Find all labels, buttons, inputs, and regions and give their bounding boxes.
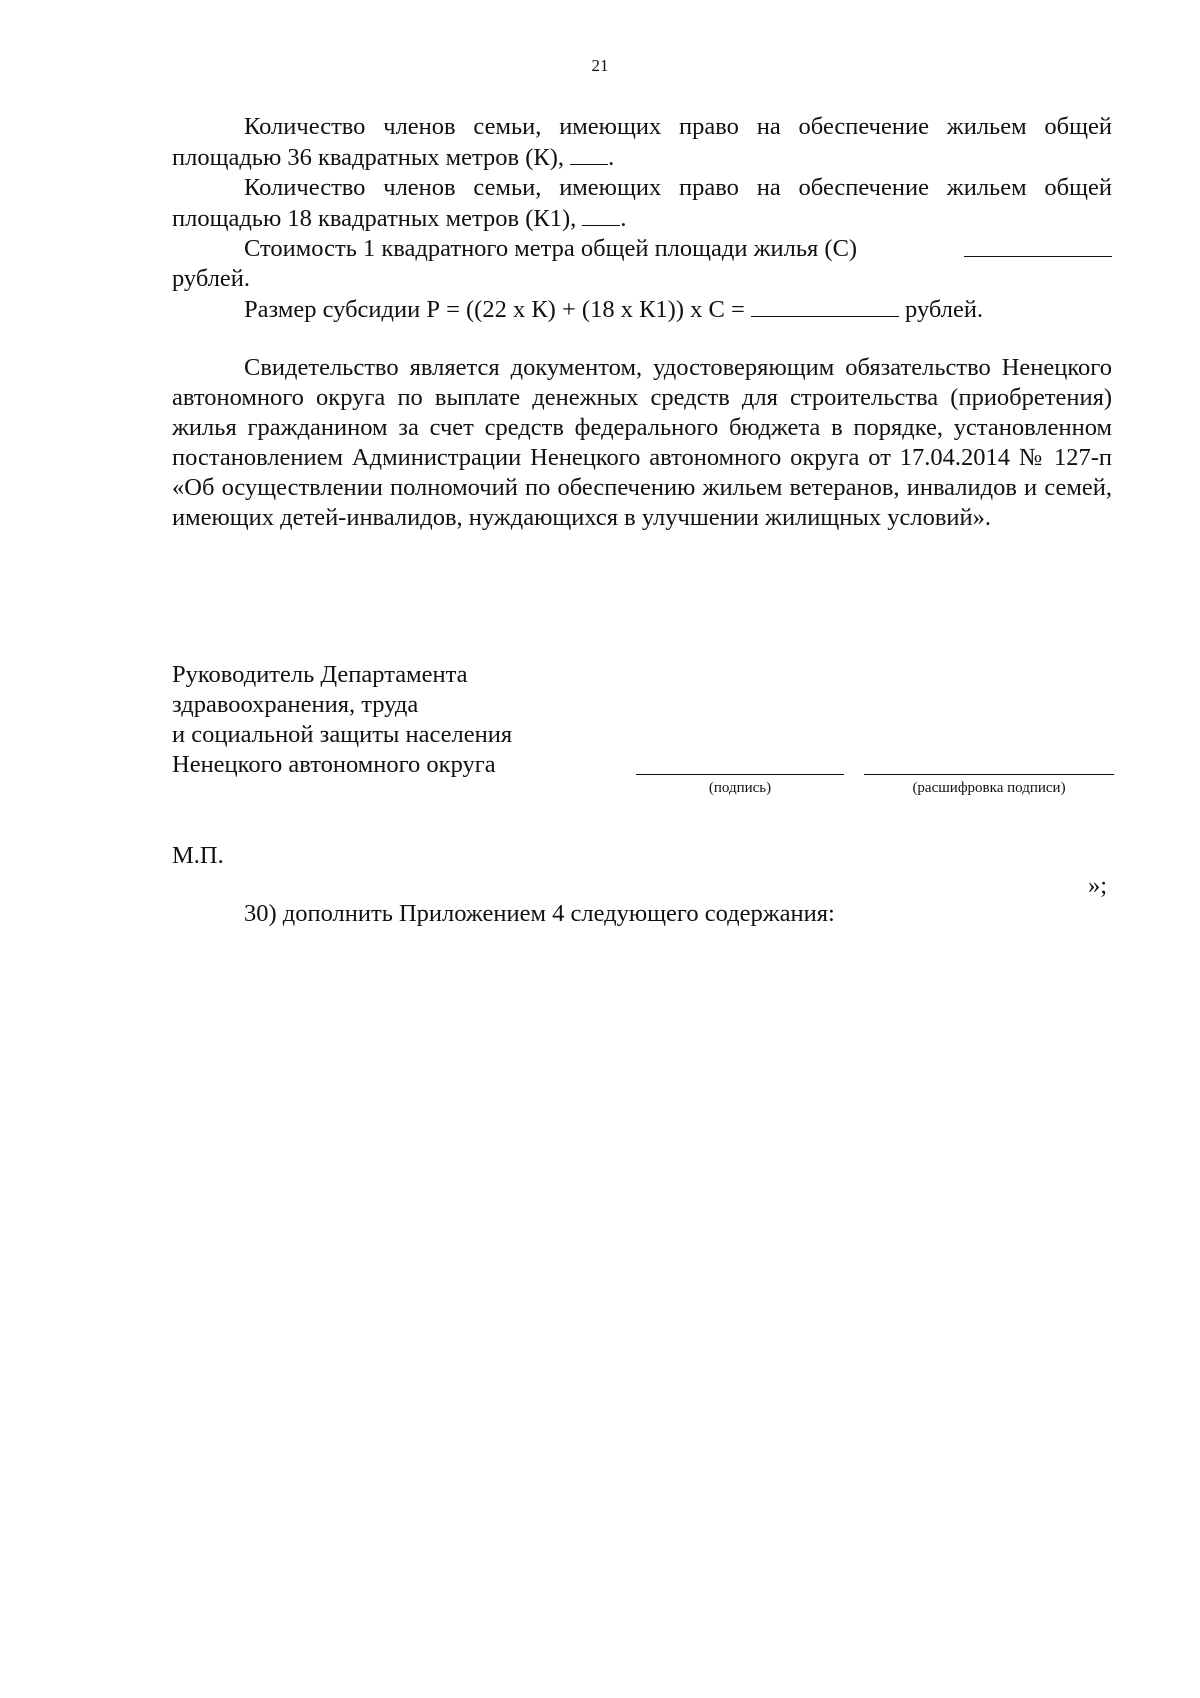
certificate-paragraph: Свидетельство является документом, удостоверяющим обязательство Ненецкого автономного округа по выплате денежных средств для строительства (приобретения) жилья гражданином за счет средств федерального бюджета в порядке, установленном постановлением Администрации Ненецкого автономного округа от 17.04.2014 № 127-п «Об осуществлении полномочий по обеспечению жильем ветеранов, инвалидов и семей, имеющих детей-инвалидов, нуждающихся в улучшении жилищных условий».	[172, 354, 1112, 531]
subsidy-paragraph	[172, 294, 1112, 325]
signatory-line3: и социальной защиты населения	[172, 721, 513, 748]
stamp-place: М.П.	[172, 842, 224, 869]
k-blank-field	[570, 142, 608, 165]
subsidy-blank-field	[751, 294, 899, 317]
signatory-line2: здравоохранения, труда	[172, 691, 419, 718]
signatory-line1: Руководитель Департамента	[172, 661, 468, 688]
page-number: 21	[591, 56, 609, 75]
k1-blank-field	[582, 203, 620, 226]
signature-decoding-line	[864, 774, 1114, 775]
k-paragraph-text: площадью 36 квадратных метров (К),	[172, 144, 565, 171]
cost-blank-field	[964, 234, 1112, 257]
k1-paragraph-text: площадью 18 квадратных метров (К1),	[172, 205, 577, 232]
signature-line	[636, 774, 844, 775]
item-30-paragraph: 30) дополнить Приложением 4 следующего содержания:	[244, 900, 835, 927]
signature-decoding-caption: (расшифровка подписи)	[912, 780, 1066, 796]
k-paragraph-line1: Количество членов семьи, имеющих право на обеспечение жильем общей	[244, 113, 1112, 140]
signatory-title	[172, 660, 512, 780]
paragraph-gap	[172, 325, 1112, 353]
cost-paragraph-line2: рублей.	[172, 265, 251, 292]
period: .	[620, 205, 627, 232]
signature-caption: (подпись)	[708, 780, 772, 796]
signatory-line4: Ненецкого автономного округа	[172, 751, 496, 778]
document-body	[172, 112, 1112, 533]
subsidy-formula: Размер субсидии Р = ((22 х К) + (18 х К1)) х С =	[244, 296, 745, 323]
k1-paragraph-line1: Количество членов семьи, имеющих право на обеспечение жильем общей	[244, 174, 1112, 201]
period: .	[608, 144, 615, 171]
closing-quote: »;	[1088, 872, 1108, 899]
k1-paragraph-line2	[172, 203, 1112, 234]
cost-paragraph-line1	[172, 234, 1112, 264]
cost-paragraph-text: Стоимость 1 квадратного метра общей площади жилья (С)	[244, 235, 858, 262]
k-paragraph-line2	[172, 142, 1112, 173]
subsidy-unit: рублей.	[905, 296, 984, 323]
